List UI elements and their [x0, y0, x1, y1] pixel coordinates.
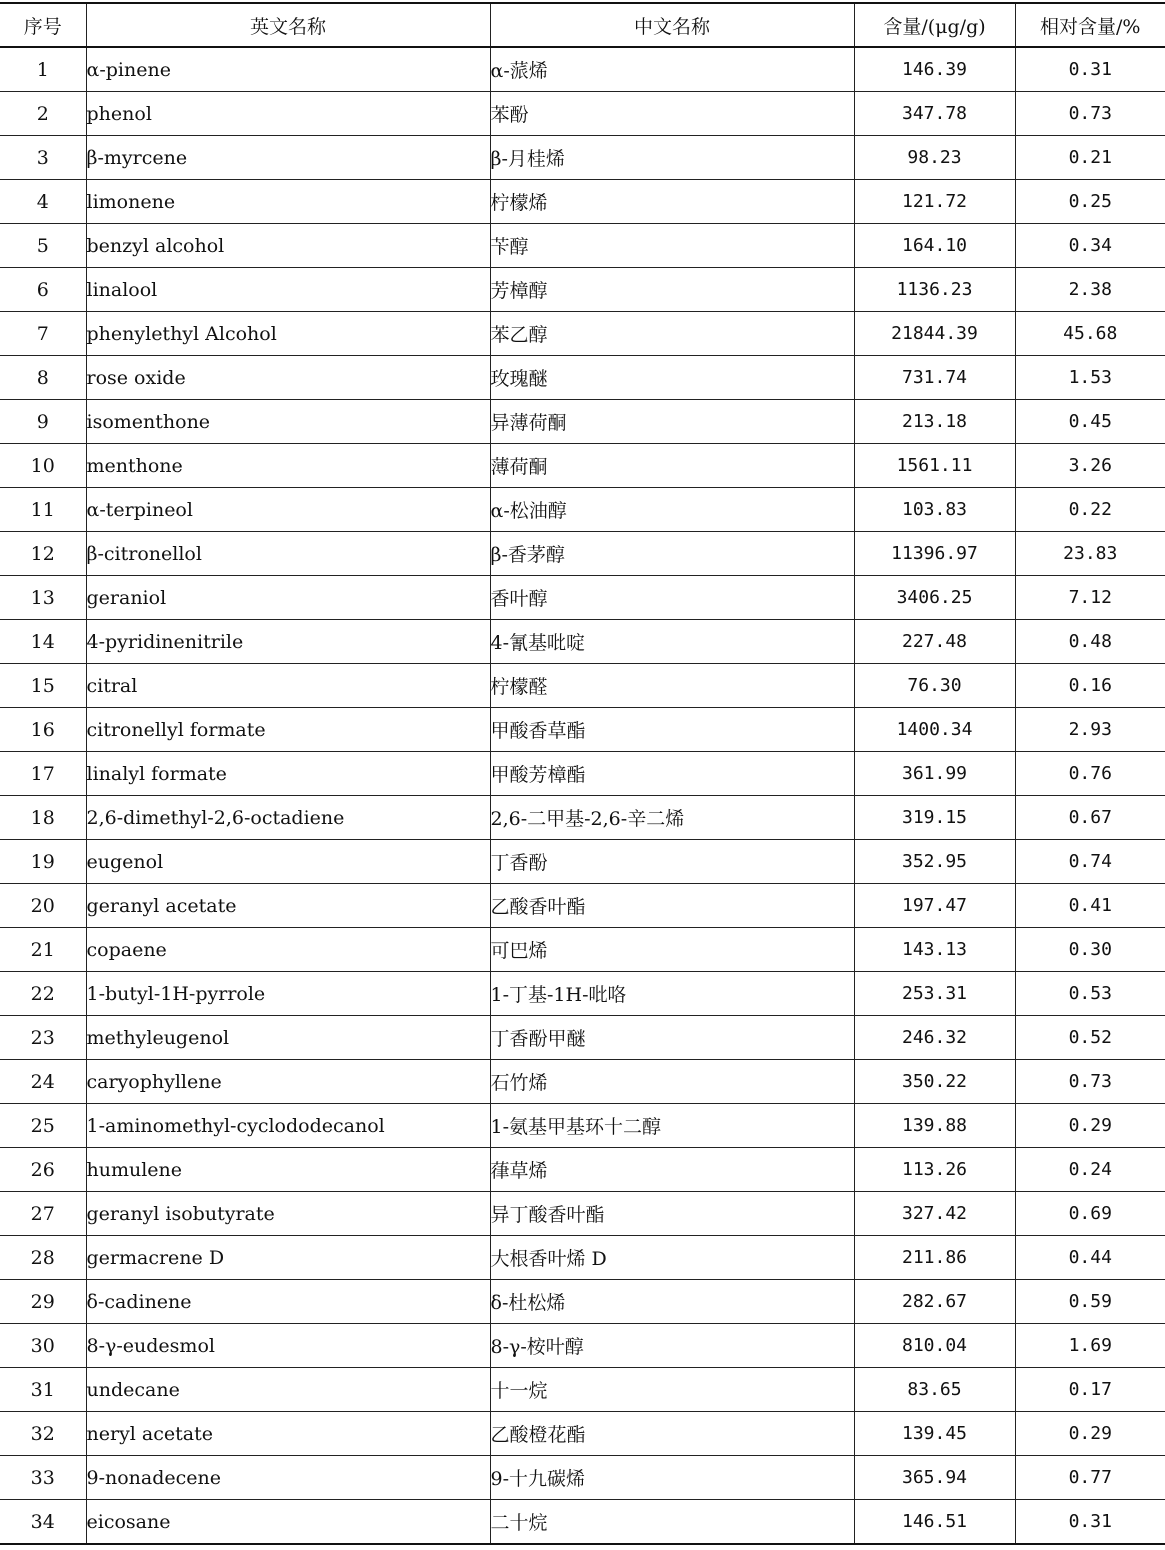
cell-chinese-name: 可巴烯 [490, 928, 854, 972]
cell-english-name: neryl acetate [86, 1412, 490, 1456]
cell-relative-content: 0.76 [1015, 752, 1165, 796]
cell-relative-content: 0.48 [1015, 620, 1165, 664]
cell-chinese-name: 葎草烯 [490, 1148, 854, 1192]
cell-index: 6 [0, 268, 86, 312]
cell-content: 83.65 [854, 1368, 1015, 1412]
table-row [0, 356, 1165, 400]
cell-chinese-name: 柠檬烯 [490, 180, 854, 224]
cell-index: 10 [0, 444, 86, 488]
cell-english-name: α-pinene [86, 47, 490, 92]
cell-index: 22 [0, 972, 86, 1016]
cell-relative-content: 0.22 [1015, 488, 1165, 532]
cell-relative-content: 0.29 [1015, 1412, 1165, 1456]
table-row [0, 224, 1165, 268]
cell-content: 103.83 [854, 488, 1015, 532]
cell-relative-content: 2.93 [1015, 708, 1165, 752]
cell-chinese-name: 甲酸芳樟酯 [490, 752, 854, 796]
header-chinese-name: 中文名称 [490, 3, 854, 47]
cell-chinese-name: 丁香酚甲醚 [490, 1016, 854, 1060]
cell-index: 17 [0, 752, 86, 796]
cell-content: 121.72 [854, 180, 1015, 224]
cell-chinese-name: 异薄荷酮 [490, 400, 854, 444]
table-row [0, 268, 1165, 312]
cell-index: 34 [0, 1500, 86, 1545]
table-row [0, 180, 1165, 224]
cell-english-name: benzyl alcohol [86, 224, 490, 268]
cell-english-name: 4-pyridinenitrile [86, 620, 490, 664]
cell-relative-content: 0.77 [1015, 1456, 1165, 1500]
cell-index: 29 [0, 1280, 86, 1324]
cell-chinese-name: δ-杜松烯 [490, 1280, 854, 1324]
cell-content: 1136.23 [854, 268, 1015, 312]
cell-chinese-name: 苄醇 [490, 224, 854, 268]
cell-relative-content: 0.34 [1015, 224, 1165, 268]
cell-english-name: caryophyllene [86, 1060, 490, 1104]
header-english-name: 英文名称 [86, 3, 490, 47]
table-row [0, 1148, 1165, 1192]
cell-english-name: humulene [86, 1148, 490, 1192]
cell-chinese-name: 甲酸香草酯 [490, 708, 854, 752]
cell-chinese-name: 9-十九碳烯 [490, 1456, 854, 1500]
cell-english-name: δ-cadinene [86, 1280, 490, 1324]
cell-content: 139.45 [854, 1412, 1015, 1456]
cell-english-name: geraniol [86, 576, 490, 620]
cell-index: 31 [0, 1368, 86, 1412]
cell-index: 15 [0, 664, 86, 708]
cell-index: 16 [0, 708, 86, 752]
table-row [0, 1060, 1165, 1104]
table-row [0, 1192, 1165, 1236]
cell-chinese-name: α-蒎烯 [490, 47, 854, 92]
cell-english-name: undecane [86, 1368, 490, 1412]
cell-relative-content: 0.41 [1015, 884, 1165, 928]
cell-content: 113.26 [854, 1148, 1015, 1192]
table-row [0, 1412, 1165, 1456]
cell-index: 21 [0, 928, 86, 972]
cell-content: 139.88 [854, 1104, 1015, 1148]
cell-chinese-name: 柠檬醛 [490, 664, 854, 708]
table-row [0, 1456, 1165, 1500]
cell-content: 11396.97 [854, 532, 1015, 576]
cell-content: 76.30 [854, 664, 1015, 708]
table-row [0, 620, 1165, 664]
cell-relative-content: 0.69 [1015, 1192, 1165, 1236]
header-row [0, 3, 1165, 47]
cell-relative-content: 0.45 [1015, 400, 1165, 444]
cell-chinese-name: 异丁酸香叶酯 [490, 1192, 854, 1236]
cell-index: 14 [0, 620, 86, 664]
cell-relative-content: 0.53 [1015, 972, 1165, 1016]
cell-index: 11 [0, 488, 86, 532]
cell-chinese-name: 乙酸橙花酯 [490, 1412, 854, 1456]
cell-relative-content: 0.31 [1015, 47, 1165, 92]
cell-chinese-name: 芳樟醇 [490, 268, 854, 312]
table-row [0, 1500, 1165, 1545]
table-row [0, 928, 1165, 972]
cell-relative-content: 0.67 [1015, 796, 1165, 840]
cell-chinese-name: 十一烷 [490, 1368, 854, 1412]
cell-english-name: menthone [86, 444, 490, 488]
table-row [0, 400, 1165, 444]
cell-relative-content: 7.12 [1015, 576, 1165, 620]
cell-index: 3 [0, 136, 86, 180]
cell-content: 98.23 [854, 136, 1015, 180]
cell-index: 12 [0, 532, 86, 576]
table-row [0, 312, 1165, 356]
table-row [0, 1324, 1165, 1368]
cell-relative-content: 0.31 [1015, 1500, 1165, 1545]
table-row [0, 1104, 1165, 1148]
table-row [0, 1368, 1165, 1412]
cell-english-name: eicosane [86, 1500, 490, 1545]
cell-content: 282.67 [854, 1280, 1015, 1324]
cell-content: 365.94 [854, 1456, 1015, 1500]
cell-relative-content: 0.74 [1015, 840, 1165, 884]
cell-relative-content: 23.83 [1015, 532, 1165, 576]
cell-index: 23 [0, 1016, 86, 1060]
cell-chinese-name: 玫瑰醚 [490, 356, 854, 400]
cell-index: 28 [0, 1236, 86, 1280]
cell-content: 350.22 [854, 1060, 1015, 1104]
cell-index: 8 [0, 356, 86, 400]
cell-index: 19 [0, 840, 86, 884]
cell-english-name: limonene [86, 180, 490, 224]
cell-index: 26 [0, 1148, 86, 1192]
cell-index: 32 [0, 1412, 86, 1456]
cell-content: 211.86 [854, 1236, 1015, 1280]
cell-english-name: linalool [86, 268, 490, 312]
cell-content: 253.31 [854, 972, 1015, 1016]
cell-chinese-name: 4-氰基吡啶 [490, 620, 854, 664]
cell-relative-content: 1.53 [1015, 356, 1165, 400]
cell-index: 20 [0, 884, 86, 928]
cell-chinese-name: 薄荷酮 [490, 444, 854, 488]
cell-index: 30 [0, 1324, 86, 1368]
cell-relative-content: 45.68 [1015, 312, 1165, 356]
table-row [0, 136, 1165, 180]
cell-index: 9 [0, 400, 86, 444]
cell-index: 7 [0, 312, 86, 356]
cell-chinese-name: 乙酸香叶酯 [490, 884, 854, 928]
cell-index: 2 [0, 92, 86, 136]
cell-english-name: β-myrcene [86, 136, 490, 180]
cell-english-name: isomenthone [86, 400, 490, 444]
cell-relative-content: 0.16 [1015, 664, 1165, 708]
cell-chinese-name: 大根香叶烯 D [490, 1236, 854, 1280]
cell-english-name: phenylethyl Alcohol [86, 312, 490, 356]
header-relative-content: 相对含量/% [1015, 3, 1165, 47]
cell-english-name: geranyl isobutyrate [86, 1192, 490, 1236]
cell-content: 227.48 [854, 620, 1015, 664]
cell-chinese-name: 苯酚 [490, 92, 854, 136]
cell-english-name: linalyl formate [86, 752, 490, 796]
table-row [0, 840, 1165, 884]
cell-index: 18 [0, 796, 86, 840]
cell-content: 810.04 [854, 1324, 1015, 1368]
cell-english-name: eugenol [86, 840, 490, 884]
table-row [0, 1280, 1165, 1324]
table-row [0, 92, 1165, 136]
cell-index: 27 [0, 1192, 86, 1236]
cell-chinese-name: 1-丁基-1H-吡咯 [490, 972, 854, 1016]
cell-index: 33 [0, 1456, 86, 1500]
cell-relative-content: 0.52 [1015, 1016, 1165, 1060]
cell-relative-content: 0.44 [1015, 1236, 1165, 1280]
table-row [0, 972, 1165, 1016]
cell-content: 21844.39 [854, 312, 1015, 356]
cell-chinese-name: 苯乙醇 [490, 312, 854, 356]
cell-english-name: methyleugenol [86, 1016, 490, 1060]
cell-relative-content: 0.24 [1015, 1148, 1165, 1192]
header-content: 含量/(μg/g) [854, 3, 1015, 47]
cell-english-name: citronellyl formate [86, 708, 490, 752]
cell-english-name: 1-aminomethyl-cyclododecanol [86, 1104, 490, 1148]
table-row [0, 796, 1165, 840]
cell-chinese-name: β-香茅醇 [490, 532, 854, 576]
cell-chinese-name: α-松油醇 [490, 488, 854, 532]
table-row [0, 576, 1165, 620]
cell-content: 361.99 [854, 752, 1015, 796]
table-row [0, 488, 1165, 532]
table-row [0, 47, 1165, 92]
cell-content: 1400.34 [854, 708, 1015, 752]
table-row [0, 1016, 1165, 1060]
compound-table [0, 2, 1165, 1545]
cell-content: 146.51 [854, 1500, 1015, 1545]
cell-chinese-name: 石竹烯 [490, 1060, 854, 1104]
table-row [0, 752, 1165, 796]
cell-english-name: germacrene D [86, 1236, 490, 1280]
table-row [0, 532, 1165, 576]
cell-index: 25 [0, 1104, 86, 1148]
cell-content: 347.78 [854, 92, 1015, 136]
cell-relative-content: 0.73 [1015, 92, 1165, 136]
cell-index: 5 [0, 224, 86, 268]
cell-chinese-name: 1-氨基甲基环十二醇 [490, 1104, 854, 1148]
cell-chinese-name: 8-γ-桉叶醇 [490, 1324, 854, 1368]
cell-index: 4 [0, 180, 86, 224]
cell-index: 13 [0, 576, 86, 620]
cell-content: 197.47 [854, 884, 1015, 928]
table-row [0, 1236, 1165, 1280]
cell-english-name: 8-γ-eudesmol [86, 1324, 490, 1368]
cell-index: 1 [0, 47, 86, 92]
cell-relative-content: 1.69 [1015, 1324, 1165, 1368]
cell-content: 143.13 [854, 928, 1015, 972]
cell-content: 213.18 [854, 400, 1015, 444]
cell-content: 319.15 [854, 796, 1015, 840]
cell-english-name: α-terpineol [86, 488, 490, 532]
cell-english-name: 9-nonadecene [86, 1456, 490, 1500]
cell-english-name: 1-butyl-1H-pyrrole [86, 972, 490, 1016]
table-header [0, 3, 1165, 47]
cell-relative-content: 0.59 [1015, 1280, 1165, 1324]
cell-chinese-name: β-月桂烯 [490, 136, 854, 180]
cell-content: 731.74 [854, 356, 1015, 400]
table-row [0, 708, 1165, 752]
cell-english-name: β-citronellol [86, 532, 490, 576]
cell-index: 24 [0, 1060, 86, 1104]
cell-content: 146.39 [854, 47, 1015, 92]
cell-relative-content: 0.73 [1015, 1060, 1165, 1104]
cell-english-name: geranyl acetate [86, 884, 490, 928]
cell-content: 164.10 [854, 224, 1015, 268]
table-body [0, 47, 1165, 1544]
cell-english-name: copaene [86, 928, 490, 972]
cell-content: 3406.25 [854, 576, 1015, 620]
cell-english-name: phenol [86, 92, 490, 136]
cell-chinese-name: 香叶醇 [490, 576, 854, 620]
cell-english-name: citral [86, 664, 490, 708]
header-index: 序号 [0, 3, 86, 47]
cell-content: 1561.11 [854, 444, 1015, 488]
cell-english-name: 2,6-dimethyl-2,6-octadiene [86, 796, 490, 840]
cell-chinese-name: 丁香酚 [490, 840, 854, 884]
table-row [0, 444, 1165, 488]
cell-chinese-name: 2,6-二甲基-2,6-辛二烯 [490, 796, 854, 840]
table-row [0, 884, 1165, 928]
cell-chinese-name: 二十烷 [490, 1500, 854, 1545]
cell-content: 352.95 [854, 840, 1015, 884]
cell-relative-content: 2.38 [1015, 268, 1165, 312]
cell-relative-content: 0.21 [1015, 136, 1165, 180]
table-row [0, 664, 1165, 708]
cell-content: 327.42 [854, 1192, 1015, 1236]
cell-relative-content: 0.25 [1015, 180, 1165, 224]
cell-relative-content: 0.30 [1015, 928, 1165, 972]
cell-english-name: rose oxide [86, 356, 490, 400]
cell-relative-content: 0.29 [1015, 1104, 1165, 1148]
cell-relative-content: 3.26 [1015, 444, 1165, 488]
cell-content: 246.32 [854, 1016, 1015, 1060]
cell-relative-content: 0.17 [1015, 1368, 1165, 1412]
